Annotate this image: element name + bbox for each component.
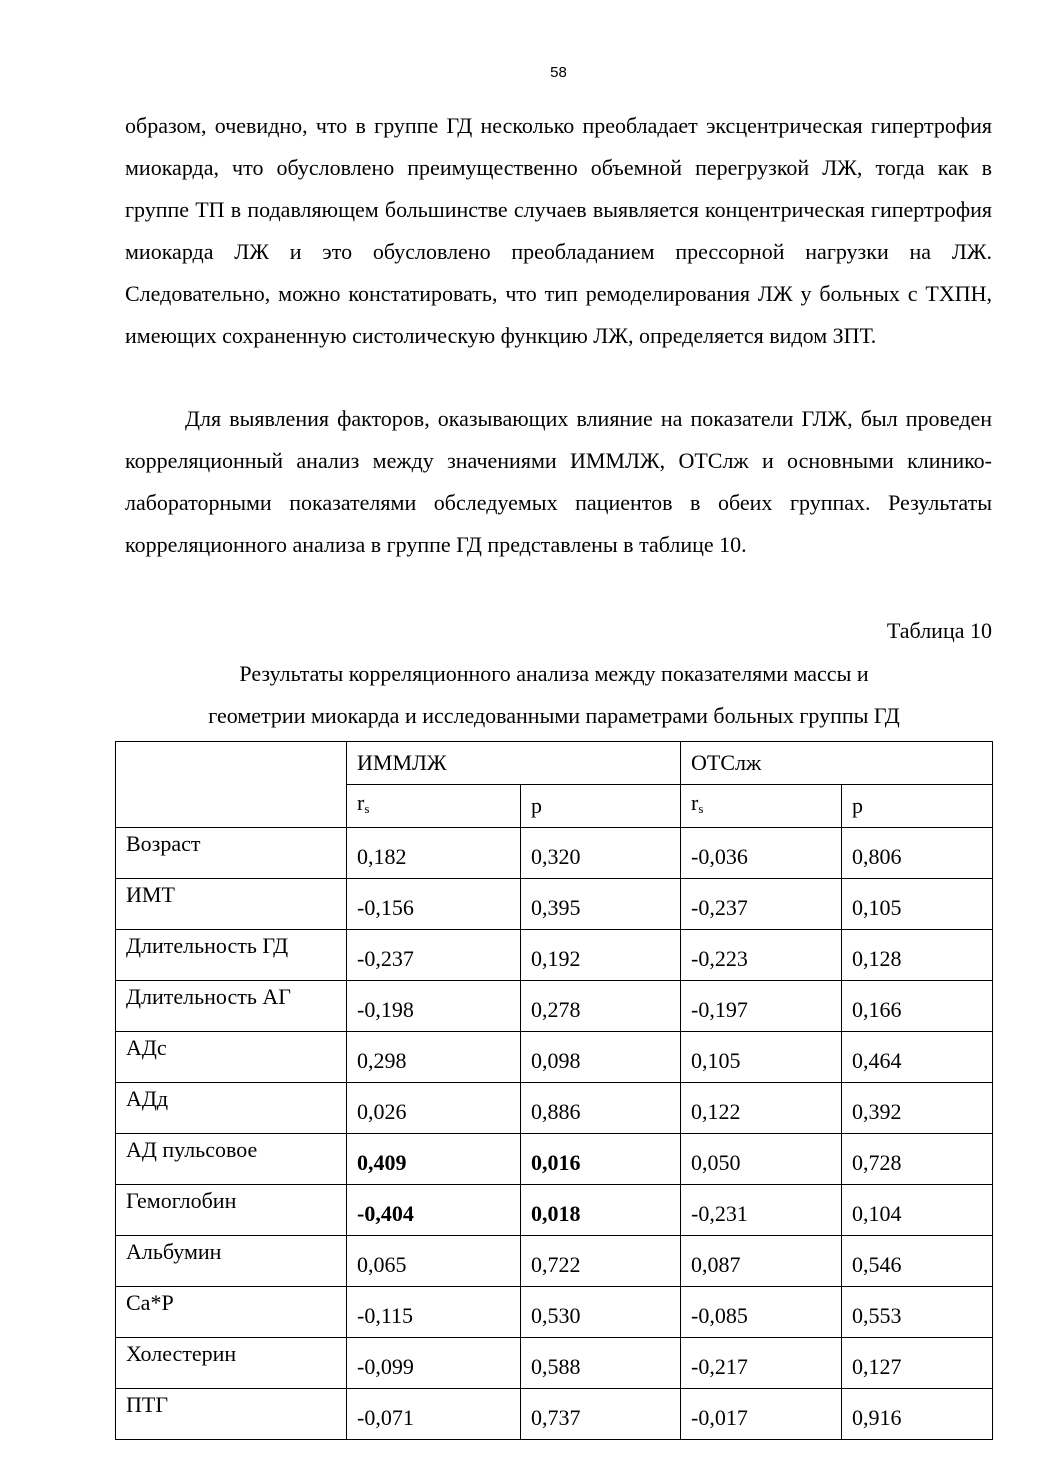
table-title-line-1: Результаты корреляционного анализа между показателями массы и: [239, 661, 869, 686]
table-row: [116, 1083, 993, 1134]
row-label: ИМТ: [116, 879, 347, 930]
subheader-main: p: [531, 793, 542, 818]
paragraph-correlation-intro: Для выявления факторов, оказывающих влияние на показатели ГЛЖ, был проведен корреляционный анализ между значениями ИММЛЖ, ОТСлж и основными клинико-лабораторными показателями обследуемых пациентов в обеих группах. Результаты корреляционного анализа в группе ГД представлены в таблице 10.: [125, 406, 992, 557]
subheader-rs-otslzh: [681, 785, 842, 828]
table-row: [116, 1389, 993, 1440]
table-cell: 0,127: [842, 1338, 993, 1389]
row-label: Длительность ГД: [116, 930, 347, 981]
table-cell: 0,087: [681, 1236, 842, 1287]
table-cell: 0,166: [842, 981, 993, 1032]
row-label: Са*Р: [116, 1287, 347, 1338]
table-row: [116, 981, 993, 1032]
table-title: [115, 653, 993, 737]
table-row: [116, 879, 993, 930]
table-cell: -0,085: [681, 1287, 842, 1338]
table-cell: 0,806: [842, 828, 993, 879]
subheader-subscript: s: [698, 801, 704, 816]
table-row: [116, 1185, 993, 1236]
row-label: ПТГ: [116, 1389, 347, 1440]
row-label: Гемоглобин: [116, 1185, 347, 1236]
table-cell: 0,320: [521, 828, 681, 879]
subheader-main: p: [852, 793, 863, 818]
table-cell: -0,036: [681, 828, 842, 879]
table-cell: 0,192: [521, 930, 681, 981]
paragraph-continuation: образом, очевидно, что в группе ГД несколько преобладает эксцентрическая гипертрофия миокарда, что обусловлено преимущественно объемной перегрузкой ЛЖ, тогда как в группе ТП в подавляющем большинстве случаев выявляется концентрическая гипертрофия миокарда ЛЖ и это обусловлено преобладанием прессорной нагрузки на ЛЖ. Следовательно, можно констатировать, что тип ремоделирования ЛЖ у больных с ТХПН, имеющих сохраненную систолическую функцию ЛЖ, определяется видом ЗПТ.: [125, 113, 992, 348]
table-cell: 0,105: [842, 879, 993, 930]
table-cell: 0,182: [347, 828, 521, 879]
table-header-row: [116, 742, 993, 785]
table-cell: 0,588: [521, 1338, 681, 1389]
table-cell: -0,099: [347, 1338, 521, 1389]
table-cell: 0,026: [347, 1083, 521, 1134]
table-cell: 0,737: [521, 1389, 681, 1440]
table-cell: 0,886: [521, 1083, 681, 1134]
row-label: АДс: [116, 1032, 347, 1083]
row-label: АД пульсовое: [116, 1134, 347, 1185]
table-cell: 0,553: [842, 1287, 993, 1338]
table-cell: 0,395: [521, 879, 681, 930]
table-cell: 0,016: [521, 1134, 681, 1185]
table-cell: -0,237: [347, 930, 521, 981]
table-cell: -0,071: [347, 1389, 521, 1440]
table-cell: -0,231: [681, 1185, 842, 1236]
subheader-p-otslzh: [842, 785, 993, 828]
table-row: [116, 1287, 993, 1338]
table-cell: 0,018: [521, 1185, 681, 1236]
subheader-main: r: [357, 790, 365, 815]
table-cell: 0,105: [681, 1032, 842, 1083]
subheader-p-immlzh: [521, 785, 681, 828]
subheader-rs-immlzh: [347, 785, 521, 828]
group-header-immlzh: ИММЛЖ: [347, 742, 681, 785]
table-row: [116, 1236, 993, 1287]
group-header-otslzh: ОТСлж: [681, 742, 993, 785]
row-label: Альбумин: [116, 1236, 347, 1287]
table-cell: 0,098: [521, 1032, 681, 1083]
row-label: АДд: [116, 1083, 347, 1134]
table-cell: 0,530: [521, 1287, 681, 1338]
table-cell: 0,104: [842, 1185, 993, 1236]
table-row: [116, 1032, 993, 1083]
table-cell: 0,122: [681, 1083, 842, 1134]
table-cell: 0,916: [842, 1389, 993, 1440]
table-cell: 0,128: [842, 930, 993, 981]
table-cell: 0,728: [842, 1134, 993, 1185]
page-number: 58: [550, 64, 567, 81]
table-cell: 0,278: [521, 981, 681, 1032]
table-cell: -0,223: [681, 930, 842, 981]
table-row: [116, 930, 993, 981]
table-cell: -0,404: [347, 1185, 521, 1236]
table-cell: 0,065: [347, 1236, 521, 1287]
row-label: Холестерин: [116, 1338, 347, 1389]
table-cell: -0,156: [347, 879, 521, 930]
table-cell: 0,050: [681, 1134, 842, 1185]
correlation-table: [115, 741, 993, 1440]
table-row: [116, 1338, 993, 1389]
subheader-main: r: [691, 790, 699, 815]
subheader-subscript: s: [364, 801, 370, 816]
row-label: Возраст: [116, 828, 347, 879]
table-cell: -0,217: [681, 1338, 842, 1389]
table-cell: 0,546: [842, 1236, 993, 1287]
table-cell: 0,722: [521, 1236, 681, 1287]
table-cell: -0,197: [681, 981, 842, 1032]
table-cell: -0,017: [681, 1389, 842, 1440]
table-cell: -0,237: [681, 879, 842, 930]
table-cell: 0,298: [347, 1032, 521, 1083]
table-cell: 0,464: [842, 1032, 993, 1083]
table-row: [116, 1134, 993, 1185]
table-cell: -0,198: [347, 981, 521, 1032]
table-cell: -0,115: [347, 1287, 521, 1338]
table-cell: 0,392: [842, 1083, 993, 1134]
table-label: Таблица 10: [886, 618, 992, 643]
table-cell: 0,409: [347, 1134, 521, 1185]
row-label: Длительность АГ: [116, 981, 347, 1032]
table-row: [116, 828, 993, 879]
table-corner-cell: [116, 742, 347, 828]
table-title-line-2: геометрии миокарда и исследованными параметрами больных группы ГД: [208, 703, 900, 728]
